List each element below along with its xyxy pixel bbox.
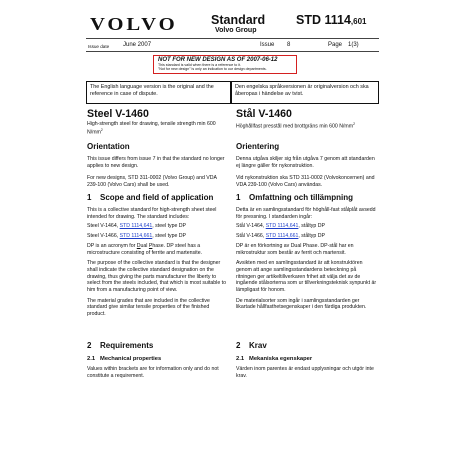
- language-note-swedish: Den engelska språkversionen är originalversion och ska åberopas i händelse av tvist.: [231, 81, 379, 104]
- swedish-steel-item-1: Stål V-1464, STD 1114,641, ståltyp DP: [236, 223, 325, 230]
- swedish-steel-item-2: Stål V-1466, STD 1114,661, ståltyp DP: [236, 233, 325, 240]
- standard-number-suffix: ,601: [350, 17, 367, 26]
- header-rule-bottom: [86, 51, 379, 52]
- standard-document-page: [80, 8, 384, 458]
- english-section-1-p1: This is a collective standard for high-strength sheet steel intended for drawing. The standard includes:: [87, 207, 217, 220]
- english-section-1-heading: 1 Scope and field of application: [87, 193, 214, 202]
- swedish-section-1-p1: Detta är en samlingsstandard för höghåll-fast stålplåt avsedd för pressning. I standarden ingår:: [236, 207, 376, 220]
- english-section-1-p3: The purpose of the collective standard is that the designer shall indicate the collective standard designation on the drawing, thus giving the parts manufacturer the liberty to select from the steels included, that which is most suitable to him from a manufacturing point of view.: [87, 260, 226, 294]
- english-description: High-strength steel for drawing, tensile strength min 600 $N/mm^2$: [87, 121, 216, 137]
- english-orientation-p2: For new designs, STD 311-0002 (Volvo Group) and VDA 239-100 (Volvo Cars) shall be used.: [87, 175, 217, 189]
- swedish-orientation-heading: Orientering: [236, 142, 280, 151]
- swedish-section-2-heading: 2 Krav: [236, 341, 267, 350]
- notice-line-1: This standard is valid when there is a reference to it.: [158, 63, 242, 67]
- issue-label: Issue: [260, 42, 275, 48]
- issue-date-value: June 2007: [123, 42, 152, 48]
- english-orientation-p1: This issue differs from issue 7 in that the standard no longer applies to new design.: [87, 156, 225, 169]
- standard-number: [296, 13, 366, 27]
- swedish-section-1-p4: De materialsorter som ingår i samlingsstandarden ger likartade hållfasthetsegenskaper i den färdiga produkten.: [236, 297, 367, 311]
- english-steel-item-1: Steel V-1464, STD 1114,641, steel type DP: [87, 223, 187, 230]
- not-for-new-design-notice: [153, 55, 297, 74]
- swedish-orientation-p2: Vid nykonstruktion ska STD 311-0002 (Volvokoncernen) and VDA 239-100 (Volvo Cars) användas.: [236, 175, 375, 189]
- page-value: 1(3): [348, 42, 359, 48]
- swedish-section-1-p3: Avsikten med en samlingsstandard är att konstruktören genom att ange samlingsstandardens beteckning på ritningen ger artikeltillverkaren frihet att välja det av de ingående stålsorterna som ur tillverkningsteknisk synpunkt är lämpligast för honom.: [236, 260, 377, 294]
- english-orientation-heading: Orientation: [87, 142, 130, 151]
- english-section-2-1-p: Values within brackets are for information only and do not constitute a requirement.: [87, 366, 219, 379]
- standard-number-main: STD 1114: [296, 13, 351, 27]
- english-section-2-1-heading: 2.1 Mechanical properties: [87, 356, 162, 362]
- issue-date-label: Issue date: [88, 44, 110, 49]
- document-type-title: Standard: [211, 13, 266, 27]
- document-owner: Volvo Group: [215, 27, 257, 34]
- page-label: Page: [328, 42, 343, 48]
- english-section-2-heading: 2 Requirements: [87, 341, 154, 350]
- std-1114-661-link-sv[interactable]: STD 1114,661: [265, 233, 299, 240]
- notice-line-2: "Not for new design" is only an indication to our design departments.: [158, 67, 267, 71]
- swedish-dp-definition: DP är en förkortning av Dual Phase. DP-stål har en mikrostruktur som består av ferrit och martensit.: [236, 242, 354, 256]
- std-1114-641-link-sv[interactable]: STD 1114,641: [265, 223, 299, 230]
- issue-value: 8: [287, 42, 291, 48]
- header-rule-top: [86, 38, 379, 39]
- english-title: Steel V-1460: [87, 108, 149, 120]
- english-section-1-p4: The material grades that are included in the collective standard give similar tensile properties of the finished product.: [87, 297, 210, 318]
- swedish-section-2-1-heading: 2.1 Mekaniska egenskaper: [236, 356, 313, 362]
- notice-title: NOT FOR NEW DESIGN AS OF 2007-06-12: [158, 57, 278, 63]
- std-1114-641-link[interactable]: STD 1114,641: [119, 223, 153, 230]
- swedish-section-1-heading: 1 Omfattning och tillämpning: [236, 193, 353, 202]
- english-dp-definition: DP is an acronym for Dual Phase. DP steel has a microstructure consisting of ferrite and martensite.: [87, 242, 203, 256]
- english-steel-item-2: Steel V-1466, STD 1114,661, steel type DP: [87, 233, 187, 240]
- swedish-title: Stål V-1460: [236, 108, 292, 120]
- swedish-orientation-p1: Denna utgåva skiljer sig från utgåva 7 genom att standarden ej längre gäller för nykonstruktion.: [236, 156, 375, 169]
- volvo-logo: VOLVO: [90, 14, 178, 34]
- swedish-section-2-1-p: Värden inom parentes är endast upplysningar och utgör inte krav.: [236, 366, 374, 379]
- swedish-description: Höghållfast presstål med brottgräns min 600 $N/mm^2$: [236, 122, 355, 130]
- std-1114-661-link[interactable]: STD 1114,661: [119, 233, 153, 240]
- language-note-english: The English language version is the original and the reference in case of dispute.: [86, 81, 231, 104]
